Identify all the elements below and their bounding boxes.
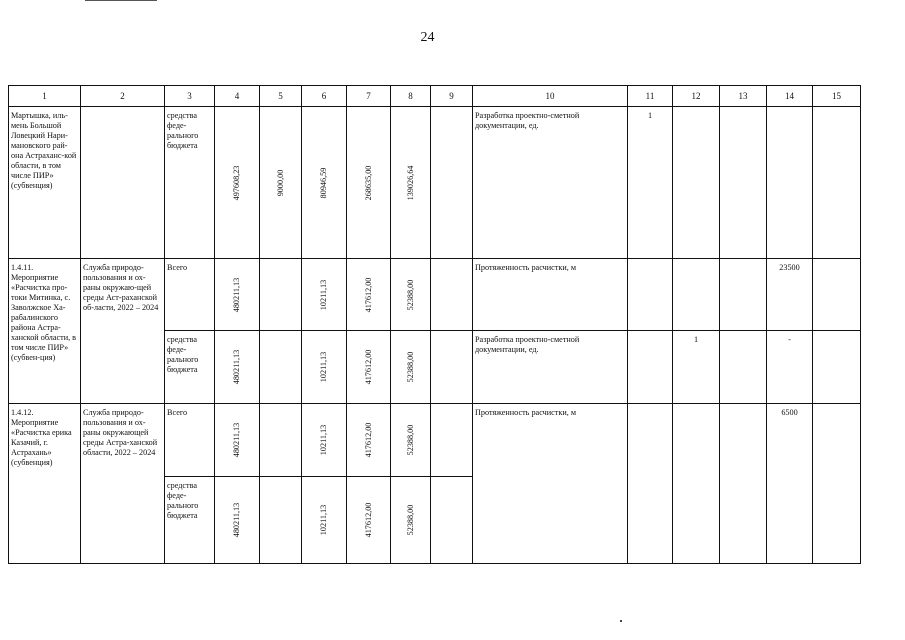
header-cell: 7 (347, 86, 391, 107)
funding-source: Всего (167, 263, 188, 272)
indicator-text: Разработка проектно-сметной документации, ед. (475, 111, 580, 130)
header-row (9, 86, 861, 107)
source-cell (165, 404, 215, 477)
amount-year4-cell: 52388,00 (391, 259, 431, 331)
event-name-cell (9, 404, 81, 564)
amount-year2-cell: 80946,59 (302, 107, 347, 259)
value-cell (628, 259, 673, 331)
amount-year3-cell: 417612,00 (347, 404, 391, 477)
value-cell: 1 (673, 331, 720, 404)
empty-cell (431, 331, 473, 404)
empty-cell (431, 404, 473, 477)
amount-year2-cell: 10211,13 (302, 331, 347, 404)
program-table (8, 85, 861, 564)
amount-total-cell: 497608,23 (215, 107, 260, 259)
header-cell: 12 (673, 86, 720, 107)
header-cell: 13 (720, 86, 767, 107)
empty-cell (431, 107, 473, 259)
header-cell: 14 (767, 86, 813, 107)
scan-speck (620, 620, 622, 622)
executor-text: Служба природо-пользования и ох-раны окружаю-щей среды Аст-раханской об-ласти, 2022 – 2024 (83, 263, 159, 312)
amount-year1-cell (260, 259, 302, 331)
table-row (9, 107, 861, 259)
value-cell (720, 259, 767, 331)
value-cell (673, 404, 720, 564)
amount-year1-cell (260, 477, 302, 564)
header-cell: 10 (473, 86, 628, 107)
executor-text: Служба природо-пользования и ох-раны окружающей среды Астра-ханской области, 2022 – 2024 (83, 408, 158, 457)
header-cell: 2 (81, 86, 165, 107)
indicator-cell (473, 404, 628, 564)
table-row (9, 404, 861, 477)
source-cell (165, 331, 215, 404)
header-cell: 15 (813, 86, 861, 107)
value-cell (720, 331, 767, 404)
amount-year4-cell: 139026,64 (391, 107, 431, 259)
header-cell: 3 (165, 86, 215, 107)
amount-year1-cell (260, 331, 302, 404)
executor-cell (81, 259, 165, 404)
amount-total-cell: 480211,13 (215, 331, 260, 404)
value-cell (673, 259, 720, 331)
value-cell (720, 404, 767, 564)
page-number: 24 (420, 30, 435, 45)
amount-year3-cell: 268635,00 (347, 107, 391, 259)
indicator-cell (473, 107, 628, 259)
funding-source: средства феде-рального бюджета (167, 481, 199, 520)
amount-year4-cell: 52388,00 (391, 331, 431, 404)
amount-year3-cell: 417612,00 (347, 331, 391, 404)
header-cell: 5 (260, 86, 302, 107)
amount-year3-cell: 417612,00 (347, 477, 391, 564)
value-cell: 6500 (767, 404, 813, 564)
source-cell (165, 259, 215, 331)
empty-cell (431, 259, 473, 331)
amount-year3-cell: 417612,00 (347, 259, 391, 331)
indicator-text: Протяженность расчистки, м (475, 408, 577, 417)
amount-year2-cell: 10211,13 (302, 259, 347, 331)
event-name-cell (9, 107, 81, 259)
event-name-cell (9, 259, 81, 404)
amount-year4-cell: 52388,00 (391, 404, 431, 477)
source-cell (165, 477, 215, 564)
indicator-text: Протяженность расчистки, м (475, 263, 577, 272)
funding-source: Всего (167, 408, 188, 417)
event-name: 1.4.11. Мероприятие «Расчистка про-токи Митинка, с. Заволжское Ха-рабалинского района Астра-ханской области, в том числе ПИР» (субвен-ция) (11, 263, 77, 362)
amount-year1-cell: 9000,00 (260, 107, 302, 259)
value-cell (813, 331, 861, 404)
amount-year1-cell (260, 404, 302, 477)
header-cell: 6 (302, 86, 347, 107)
header-cell: 8 (391, 86, 431, 107)
amount-total-cell: 480211,13 (215, 404, 260, 477)
value-cell (813, 404, 861, 564)
source-cell (165, 107, 215, 259)
header-cell: 1 (9, 86, 81, 107)
amount-total-cell: 480211,13 (215, 259, 260, 331)
value-cell (813, 107, 861, 259)
indicator-text: Разработка проектно-сметной документации, ед. (475, 335, 580, 354)
table-row (9, 259, 861, 331)
executor-cell (81, 107, 165, 259)
empty-cell (431, 477, 473, 564)
header-cell: 9 (431, 86, 473, 107)
funding-source: средства феде-рального бюджета (167, 335, 199, 374)
value-cell: 23500 (767, 259, 813, 331)
value-cell: 1 (628, 107, 673, 259)
header-cell: 4 (215, 86, 260, 107)
indicator-cell (473, 259, 628, 331)
top-rule (85, 0, 157, 1)
value-cell (767, 107, 813, 259)
funding-source: средства феде-рального бюджета (167, 111, 199, 150)
amount-year2-cell: 10211,13 (302, 477, 347, 564)
event-name: 1.4.12. Мероприятие «Расчистка ерика Казачий, г. Астрахань» (субвенция) (11, 408, 72, 467)
indicator-cell (473, 331, 628, 404)
header-cell: 11 (628, 86, 673, 107)
value-cell (720, 107, 767, 259)
executor-cell (81, 404, 165, 564)
value-cell (628, 404, 673, 564)
amount-year2-cell: 10211,13 (302, 404, 347, 477)
amount-total-cell: 480211,13 (215, 477, 260, 564)
event-name: Мартышка, иль-мень Большой Ловецкий Нари-мановского рай-она Астраханс-кой области, в том числе ПИР» (субвенция) (11, 111, 77, 190)
value-cell: - (767, 331, 813, 404)
value-cell (813, 259, 861, 331)
value-cell (673, 107, 720, 259)
value-cell (628, 331, 673, 404)
amount-year4-cell: 52388,00 (391, 477, 431, 564)
